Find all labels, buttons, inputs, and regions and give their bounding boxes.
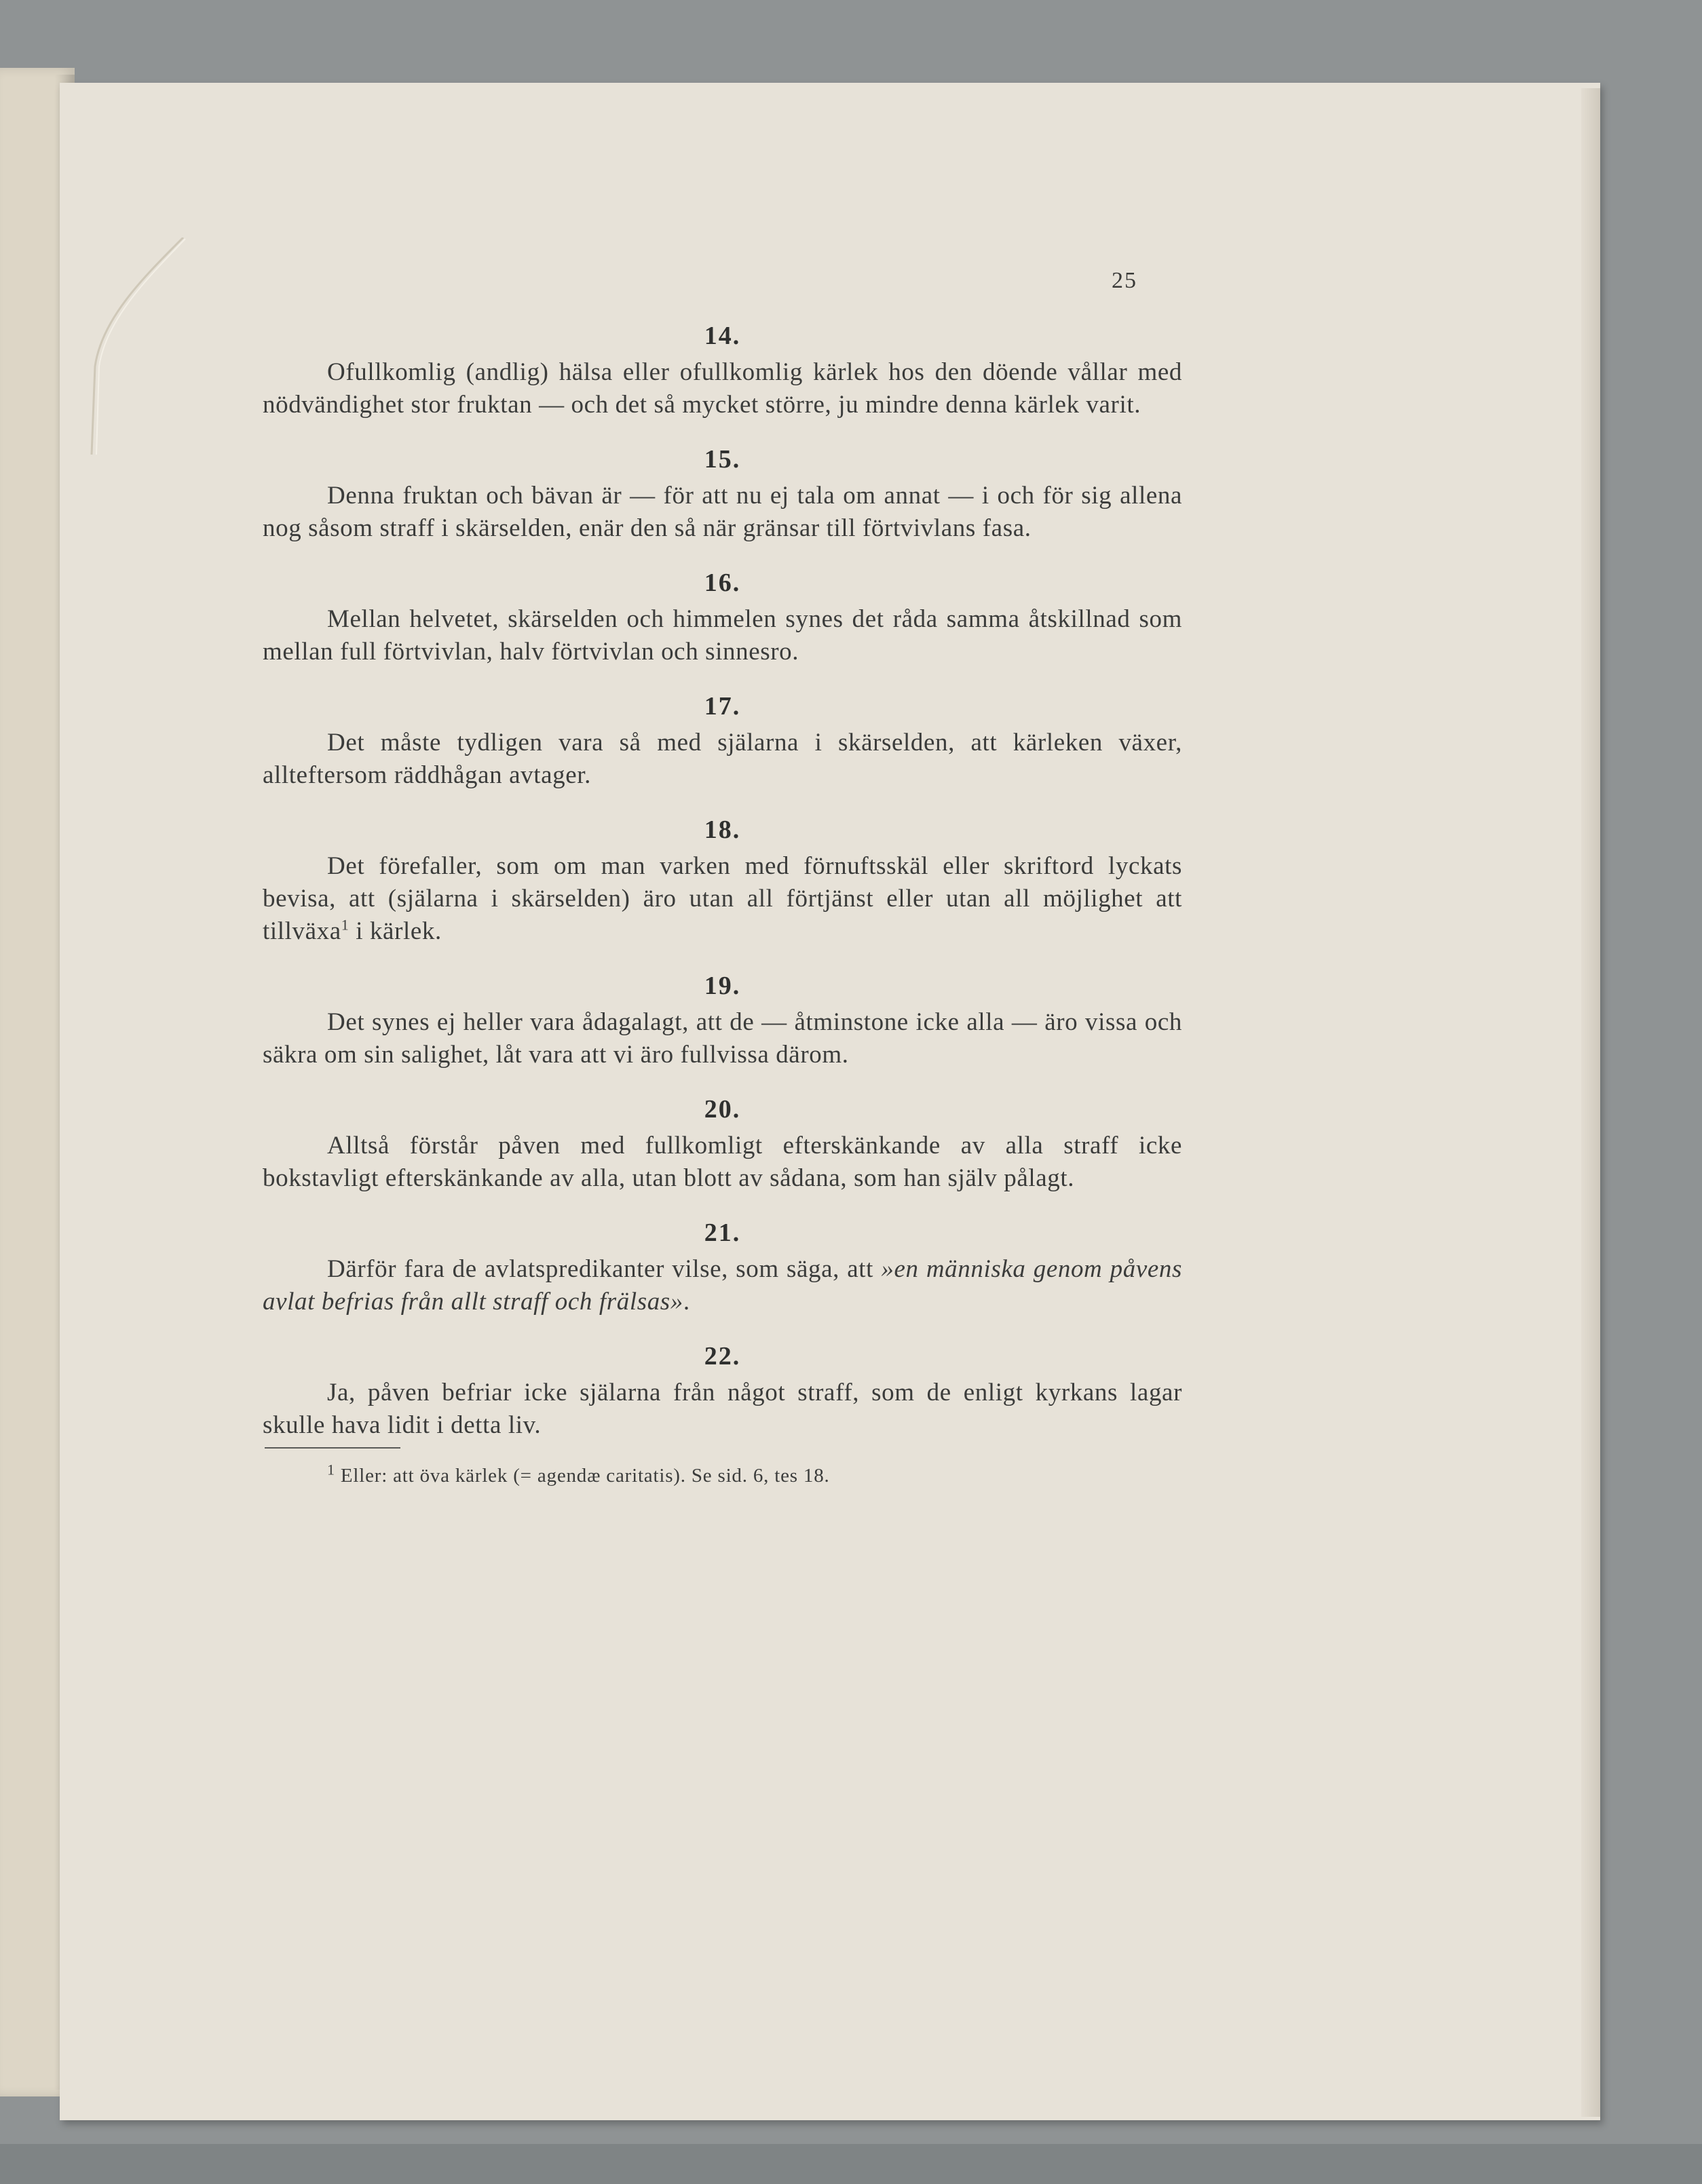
thesis-number: 16. bbox=[704, 569, 741, 597]
thesis-number: 20. bbox=[704, 1095, 741, 1124]
page-number: 25 bbox=[1112, 268, 1137, 293]
thesis-14 bbox=[263, 315, 1182, 421]
thesis-text: Alltså förstår påven med fullkomligt efterskänkande av alla straff icke bokstavligt efterskänkande av alla, utan blott av sådana, som han själv pålagt. bbox=[263, 1132, 1182, 1192]
thesis-18 bbox=[263, 809, 1182, 948]
thesis-16 bbox=[263, 562, 1182, 668]
thesis-text bbox=[263, 1253, 1182, 1318]
theses-block bbox=[263, 315, 1182, 1489]
thesis-text: Det måste tydligen vara så med själarna i skärselden, att kärleken växer, allteftersom räddhågan avtager. bbox=[263, 729, 1182, 789]
thesis-19 bbox=[263, 965, 1182, 1071]
thesis-17 bbox=[263, 686, 1182, 792]
thesis-text bbox=[263, 850, 1182, 948]
background bbox=[0, 2144, 1702, 2184]
thesis-number: 22. bbox=[704, 1342, 741, 1371]
thesis-20 bbox=[263, 1089, 1182, 1195]
thesis-text: Denna fruktan och bävan är — för att nu ej tala om annat — i och för sig allena nog såsom straff i skärselden, enär den så när gränsar till förtvivlans fasa. bbox=[263, 482, 1182, 542]
thesis-text: Ja, påven befriar icke själarna från något straff, som de enligt kyrkans lagar skulle hava lidit i detta liv. bbox=[263, 1379, 1182, 1439]
thesis-22 bbox=[263, 1336, 1182, 1442]
footnote-reference: 1 bbox=[341, 916, 349, 934]
footnote-text: Eller: att öva kärlek (= agendæ caritatis). Se sid. 6, tes 18. bbox=[335, 1465, 830, 1487]
thesis-number: 21. bbox=[704, 1219, 741, 1247]
thesis-text: Mellan helvetet, skärselden och himmelen synes det råda samma åtskillnad som mellan full förtvivlan, halv förtvivlan och sinnesro. bbox=[263, 605, 1182, 666]
thesis-text: Ofullkomlig (andlig) hälsa eller ofullkomlig kärlek hos den döende vållar med nödvändighet stor fruktan — och det så mycket större, ju mindre denna kärlek varit. bbox=[263, 358, 1182, 419]
thesis-number: 14. bbox=[704, 322, 741, 350]
footnote-divider bbox=[265, 1447, 400, 1449]
thesis-text-main: Det förefaller, som om man varken med förnuftsskäl eller skriftord lyckats bevisa, att (själarna i skärselden) äro utan all förtjänst eller utan all möjlighet att tillväxa bbox=[263, 852, 1182, 945]
thesis-number: 15. bbox=[704, 445, 741, 474]
footnote-marker: 1 bbox=[327, 1461, 335, 1478]
thesis-text-end: i kärlek. bbox=[349, 917, 442, 945]
thesis-text-end: . bbox=[683, 1288, 690, 1316]
thesis-text: Det synes ej heller vara ådagalagt, att de — åtminstone icke alla — äro vissa och säkra om sin salighet, låt vara att vi äro fullvissa därom. bbox=[263, 1008, 1182, 1069]
thesis-text-main: Därför fara de avlatspredikanter vilse, som säga, att bbox=[327, 1255, 882, 1283]
page-edge bbox=[1581, 88, 1600, 2117]
footnote bbox=[263, 1462, 1182, 1489]
thesis-number: 18. bbox=[704, 816, 741, 844]
thesis-15 bbox=[263, 439, 1182, 545]
thesis-21 bbox=[263, 1212, 1182, 1318]
quoted-claim: »en människa genom påvens avlat befrias från allt straff och frälsas» bbox=[263, 1255, 1182, 1316]
thesis-number: 17. bbox=[704, 692, 741, 721]
thesis-number: 19. bbox=[704, 972, 741, 1000]
